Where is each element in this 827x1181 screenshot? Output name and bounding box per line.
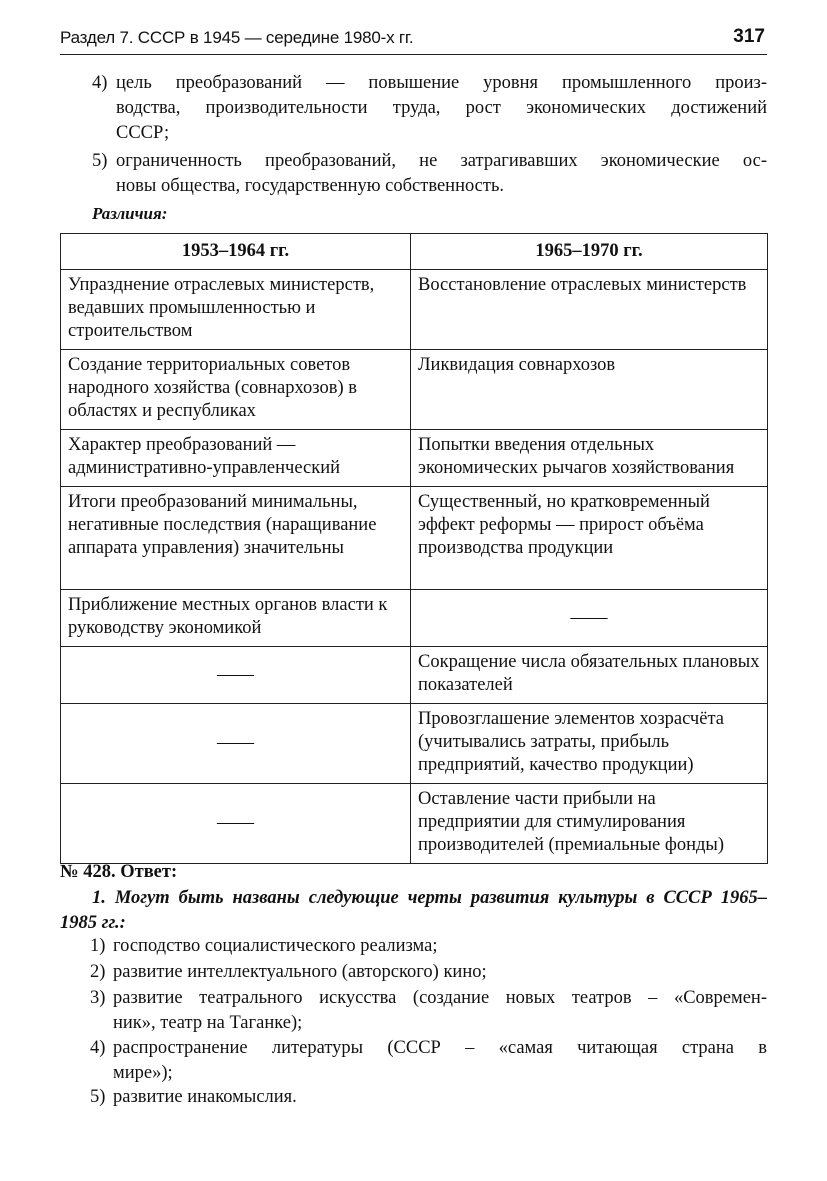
differences-label: Различия: [92, 204, 168, 223]
list-text-line: развитие театрального искусства (создание новых театров – «Современ- [113, 988, 767, 1008]
table-row [61, 784, 768, 864]
list-number: 4) [90, 1038, 106, 1058]
culture-heading [60, 886, 767, 936]
table-cell: Итоги преобразований минимальны, негативные последствия (наращивание аппарата управления) значительны [61, 487, 411, 590]
list-text-line: новы общества, государственную собственность. [116, 176, 505, 196]
table-row [61, 430, 768, 487]
empty-cell-dash: —— [61, 784, 411, 864]
table-row [61, 270, 768, 350]
table-cell: Попытки введения отдельных экономических рычагов хозяйствования [411, 430, 768, 487]
page-number: 317 [733, 26, 765, 47]
culture-heading-line: 1. Могут быть названы следующие черты развития культуры в СССР 1965– [92, 888, 767, 908]
table-row [61, 590, 768, 647]
list-text-line: развитие интеллектуального (авторского) кино; [113, 962, 487, 982]
running-header [60, 26, 767, 55]
list-text-line: ограниченность преобразований, не затрагивавших экономические ос- [116, 151, 767, 171]
list-number: 4) [92, 73, 108, 93]
section-title: Раздел 7. СССР в 1945 — середине 1980-х гг. [60, 28, 414, 47]
table-cell: Существенный, но кратковременный эффект реформы — прирост объёма производства продукции [411, 487, 768, 590]
list-text-line: водства, производительности труда, рост экономических достижений [116, 98, 767, 118]
list-text-line: господство социалистического реализма; [113, 936, 438, 956]
list-text-line: ник», театр на Таганке); [113, 1013, 303, 1033]
list-number: 5) [92, 151, 108, 171]
culture-heading-line: 1985 гг.: [60, 913, 126, 933]
table-row [61, 647, 768, 704]
table-row [61, 350, 768, 430]
list-text-line: развитие инакомыслия. [113, 1087, 297, 1107]
table-row [61, 704, 768, 784]
list-number: 2) [90, 962, 106, 982]
differences-table [60, 233, 768, 864]
answer-heading: № 428. Ответ: [60, 862, 178, 882]
empty-cell-dash: —— [61, 704, 411, 784]
table-cell: Приближение местных органов власти к руководству экономикой [61, 590, 411, 647]
table-cell: Восстановление отраслевых министерств [411, 270, 768, 350]
column-header: 1965–1970 гг. [411, 234, 768, 270]
list-text-line: цель преобразований — повышение уровня промышленного произ- [116, 73, 767, 93]
list-number: 1) [90, 936, 106, 956]
table-cell: Провозглашение элементов хозрасчёта (учитывались затраты, прибыль предприятий, качество продукции) [411, 704, 768, 784]
table-cell: Ликвидация совнархозов [411, 350, 768, 430]
table-cell: Сокращение числа обязательных плановых показателей [411, 647, 768, 704]
list-text-line: распространение литературы (СССР – «самая читающая страна в [113, 1038, 767, 1058]
table-cell: Создание территориальных советов народного хозяйства (совнархозов) в областях и республиках [61, 350, 411, 430]
list-text-line: мире»); [113, 1063, 173, 1083]
list-number: 3) [90, 988, 106, 1008]
table-cell: Оставление части прибыли на предприятии для стимулирования производителей (премиальные фонды) [411, 784, 768, 864]
list-number: 5) [90, 1087, 106, 1107]
table-cell: Характер преобразований — административно-управленческий [61, 430, 411, 487]
column-header: 1953–1964 гг. [61, 234, 411, 270]
table-header-row [61, 234, 768, 270]
table-cell: Упразднение отраслевых министерств, ведавших промышленностью и строительством [61, 270, 411, 350]
empty-cell-dash: —— [411, 590, 768, 647]
list-text-line: СССР; [116, 123, 170, 143]
empty-cell-dash: —— [61, 647, 411, 704]
table-row [61, 487, 768, 590]
